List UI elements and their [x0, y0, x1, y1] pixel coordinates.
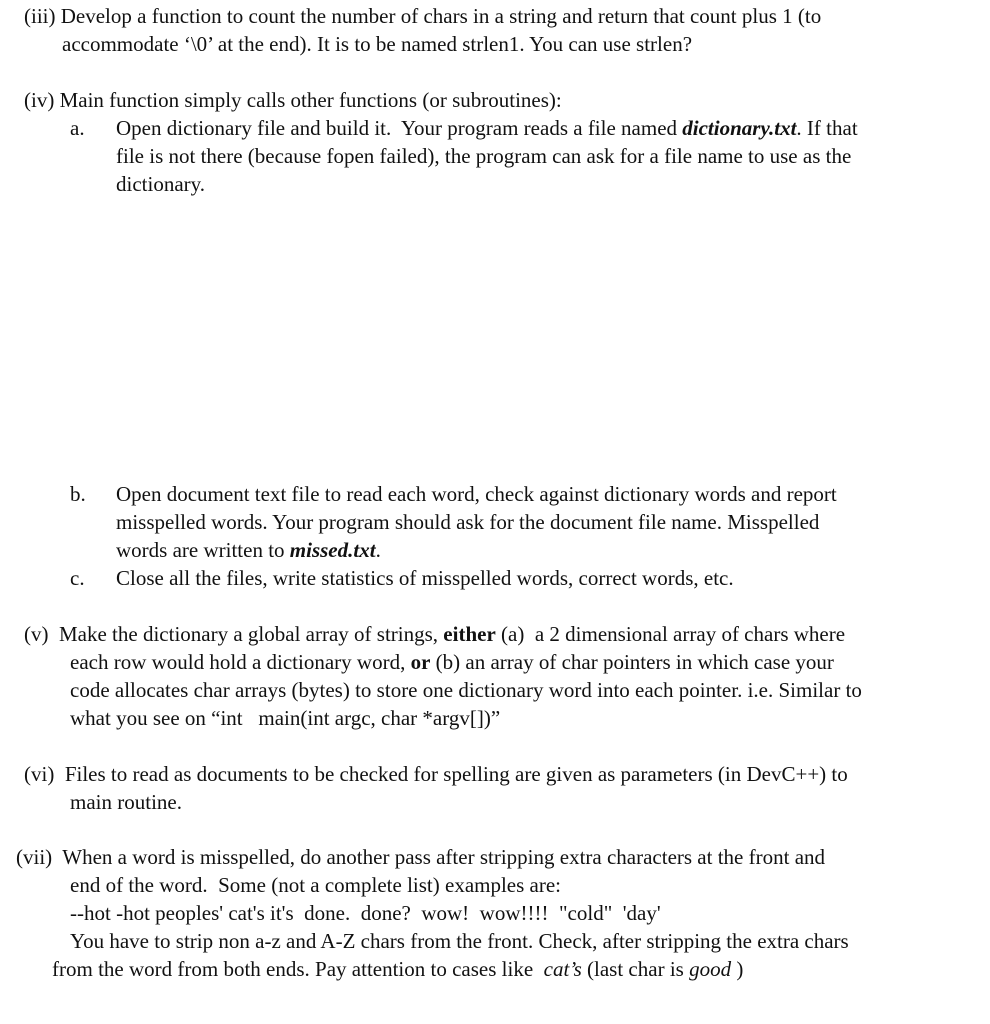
item-b-line-1: Open document text file to read each word, check against dictionary words and report: [116, 482, 837, 506]
item-c-marker: c.: [70, 566, 85, 590]
section-v-line-2-text: each row would hold a dictionary word,: [70, 650, 411, 674]
section-v-line-1-end: (a) a 2 dimensional array of chars where: [495, 622, 846, 646]
cats-example: cat’s: [543, 957, 582, 981]
section-v-line-1-text: (v) Make the dictionary a global array of strings,: [24, 622, 444, 646]
item-a-line-1-end: . If that: [796, 116, 858, 140]
item-b-line-3-text: words are written to: [116, 538, 290, 562]
section-iii-line-2: accommodate ‘\0’ at the end). It is to be named strlen1. You can use strlen?: [62, 32, 693, 56]
section-v-line-1: [24, 620, 845, 648]
section-iv-heading: (iv) Main function simply calls other functions (or subroutines):: [24, 88, 562, 112]
item-b-marker: b.: [70, 482, 86, 506]
item-b-line-3: [116, 536, 381, 564]
section-vii-line-5-end: ): [731, 957, 744, 981]
section-vii-examples: --hot -hot peoples' cat's it's done. done? wow! wow!!!! "cold" 'day': [70, 901, 661, 925]
item-a-marker: a.: [70, 116, 85, 140]
section-v-line-2-end: (b) an array of char pointers in which case your: [430, 650, 834, 674]
section-v-line-2: [70, 648, 834, 676]
section-vi-line-1: (vi) Files to read as documents to be checked for spelling are given as parameters (in DevC++) to: [24, 762, 848, 786]
item-a-line-1-text: Open dictionary file and build it. Your program reads a file named: [116, 116, 683, 140]
either-keyword: either: [443, 622, 496, 646]
item-a-line-1: [116, 114, 858, 142]
section-vi-line-2: main routine.: [70, 790, 182, 814]
section-v-line-4: what you see on “int main(int argc, char *argv[])”: [70, 706, 501, 730]
section-vii-line-5: [52, 955, 743, 983]
item-b-line-2: misspelled words. Your program should ask for the document file name. Misspelled: [116, 510, 820, 534]
section-vii-line-4: You have to strip non a-z and A-Z chars from the front. Check, after stripping the extra chars: [70, 929, 849, 953]
missed-filename: missed.txt: [289, 538, 376, 562]
good-word: good: [689, 957, 732, 981]
section-v-line-3: code allocates char arrays (bytes) to store one dictionary word into each pointer. i.e. Similar to: [70, 678, 862, 702]
item-a-line-2: file is not there (because fopen failed), the program can ask for a file name to use as the: [116, 144, 852, 168]
section-vii-line-5-mid: (last char is: [581, 957, 690, 981]
dictionary-filename: dictionary.txt: [682, 116, 797, 140]
item-a-line-3: dictionary.: [116, 172, 206, 196]
section-vii-line-1: (vii) When a word is misspelled, do another pass after stripping extra characters at the front and: [16, 845, 826, 869]
or-keyword: or: [410, 650, 431, 674]
section-vii-line-2: end of the word. Some (not a complete list) examples are:: [70, 873, 562, 897]
section-iii-line-1: (iii) Develop a function to count the number of chars in a string and return that count plus 1 (to: [24, 4, 822, 28]
section-vii-line-5-text: from the word from both ends. Pay attention to cases like: [52, 957, 544, 981]
item-b-line-3-end: .: [375, 538, 381, 562]
item-c-line-1: Close all the files, write statistics of misspelled words, correct words, etc.: [116, 566, 734, 590]
